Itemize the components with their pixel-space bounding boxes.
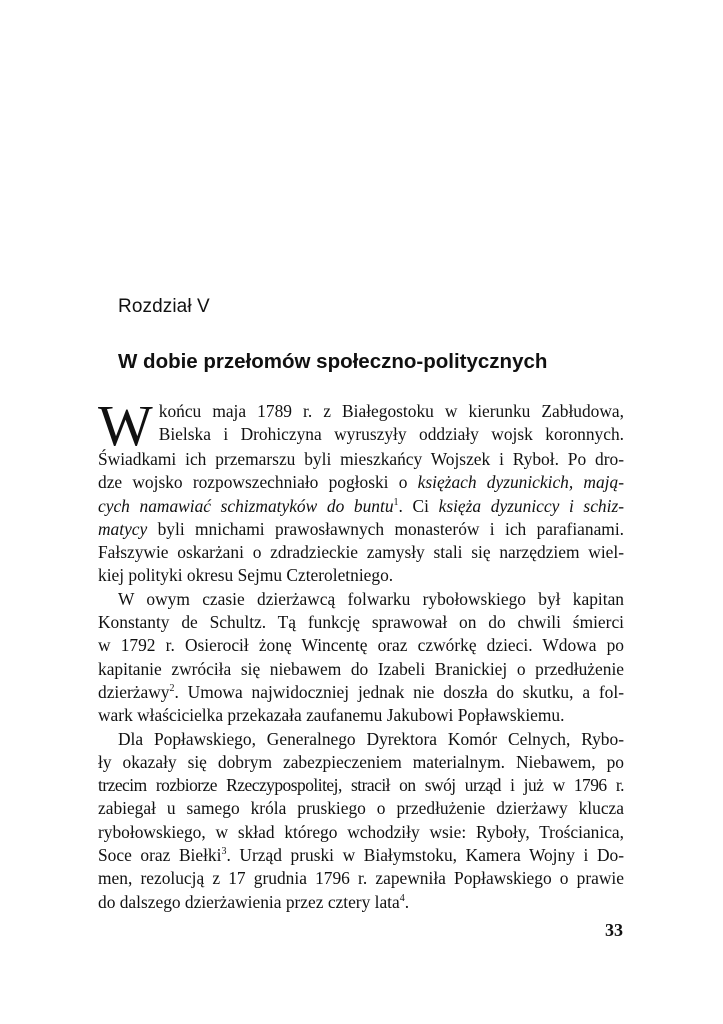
footnote-ref: 2 (169, 682, 175, 694)
text-line: Konstanty de Schultz. Tą funkcję sprawował on do chwili śmierci (98, 612, 624, 633)
text-line: kiej polityki okresu Sejmu Czteroletniego. (98, 565, 394, 586)
text-line: men, rezolucją z 17 grudnia 1796 r. zapewniła Popławskiego o prawie (98, 868, 624, 889)
text-span: Świadkami ich przemarszu byli mieszkańcy Wojszek i Ryboł. Po dro- (98, 449, 624, 469)
footnote-ref: 4 (399, 892, 405, 904)
text-span: . Ci (398, 495, 439, 516)
text-span: . (404, 891, 410, 912)
text-line: ły okazały się dobrym zabezpieczeniem materialnym. Niebawem, po (98, 751, 624, 772)
paragraph (98, 728, 624, 914)
paragraph (98, 588, 624, 728)
text-line: Bielska i Drohiczyna wyruszyły oddziały wojsk koronnych. (158, 424, 624, 445)
page-number: 33 (605, 920, 623, 940)
text-line: Fałszywie oskarżani o zdradzieckie zamysły stali się narzędziem wiel- (98, 542, 624, 563)
text-line (98, 844, 624, 867)
text-line: W owym czasie dzierżawcą folwarku rybołowskiego był kapitan (118, 588, 624, 609)
text-line: Dla Popławskiego, Generalnego Dyrektora Komór Celnych, Rybo- (118, 728, 624, 749)
text-line (98, 471, 624, 494)
text-span: dze wojsko rozpowszechniało pogłoski o (98, 472, 418, 493)
text-line (98, 681, 624, 704)
text-line: końcu maja 1789 r. z Białegostoku w kierunku Zabłudowa, (158, 401, 624, 421)
text-span: do dalszego dzierżawienia przez cztery lata (98, 891, 400, 912)
text-line (98, 448, 624, 471)
text-line: kapitanie zwróciła się niebawem do Izabeli Branickiej o przedłużenie (98, 658, 624, 679)
italic-span: księża dyzuniccy i schiz- (438, 495, 625, 516)
paragraph (98, 393, 625, 588)
chapter-label: Rozdział V (118, 296, 210, 317)
drop-cap: W (98, 393, 153, 458)
italic-span: księżach dyzunickich, mają- (417, 472, 625, 493)
footnote-ref: 1 (393, 496, 399, 508)
text-span: dzierżawy (98, 681, 170, 702)
text-span: Soce oraz Biełki (98, 845, 222, 866)
italic-span: matycy (98, 518, 148, 539)
body-text (98, 393, 625, 914)
text-line: trzecim rozbiorze Rzeczypospolitej, stracił on swój urząd i już w 1796 r. (98, 775, 624, 796)
italic-span: cych namawiać schizmatyków do buntu (98, 495, 394, 516)
text-line: rybołowskiego, w skład którego wchodziły wsie: Ryboły, Trościanica, (98, 821, 624, 842)
text-line (98, 495, 624, 518)
text-line: wark właścicielka przekazała zaufanemu Jakubowi Popławskiemu. (98, 705, 565, 726)
text-line (98, 518, 624, 541)
text-line: zabiegał u samego króla pruskiego o przedłużenie dzierżawy klucza (98, 798, 624, 819)
text-line: w 1792 r. Osierocił żonę Wincentę oraz czwórkę dzieci. Wdowa po (98, 635, 624, 656)
footnote-ref: 3 (221, 846, 227, 858)
text-span: byli mnichami prawosławnych monasterów i ich parafianami. (147, 518, 624, 539)
text-line (98, 891, 624, 914)
text-span: . Urząd pruski w Białymstoku, Kamera Wojny i Do- (226, 845, 625, 866)
text-span: . Umowa najwidoczniej jednak nie doszła do skutku, a fol- (174, 681, 624, 702)
chapter-title: W dobie przełomów społeczno-politycznych (118, 350, 548, 373)
